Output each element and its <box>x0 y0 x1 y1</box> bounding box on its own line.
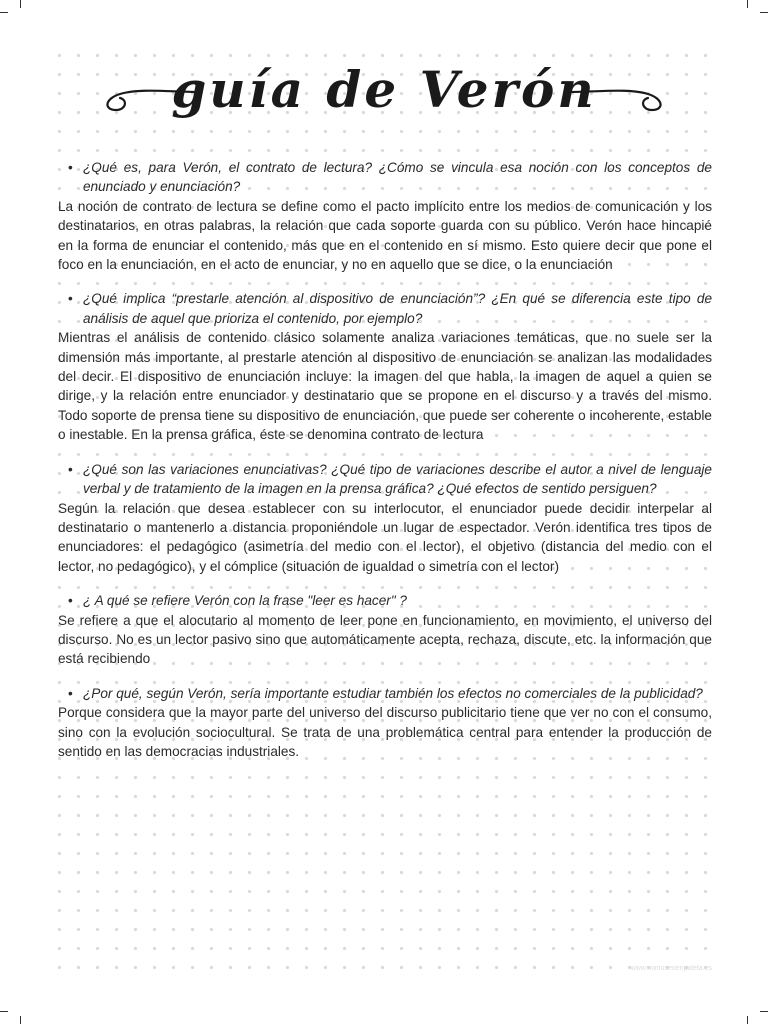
answer: Se refiere a que el alocutario al momento de leer pone en funcionamiento, en movimiento, el universo del discurso. No es un lector pasivo sino que automáticamente acepta, rechaza, discute, etc. la información que está recibiendo <box>58 612 712 667</box>
crop-mark <box>0 1011 8 1012</box>
crop-mark <box>747 0 748 8</box>
question-text: ¿Qué son las variaciones enunciativas? ¿Qué tipo de variaciones describe el autor a nivel de lenguaje verbal y de tratamiento de la imagen en la prensa gráfica? ¿Qué efectos de sentido persiguen? <box>83 461 712 497</box>
qa-item <box>58 460 712 576</box>
question-text: ¿Por qué, según Verón, sería importante estudiar también los efectos no comerciales de la publicidad? <box>83 685 703 701</box>
qa-item <box>58 158 712 274</box>
bullet-icon: • <box>68 685 73 701</box>
bullet-icon: • <box>68 160 73 175</box>
crop-mark <box>20 1016 21 1024</box>
question <box>58 289 712 328</box>
qa-item <box>58 289 712 444</box>
crop-mark <box>0 12 8 13</box>
page-title: guía de Verón <box>171 60 597 119</box>
watermark: www.mimuseoenpaleta.es <box>630 965 712 972</box>
qa-item <box>58 684 712 762</box>
question <box>58 591 712 610</box>
crop-mark <box>760 1011 768 1012</box>
crop-mark <box>760 12 768 13</box>
answer: Porque considera que la mayor parte del universo del discurso publicitario tiene que ver no con el consumo, sino con la evolución sociocultural. Se trata de una problemática central para entender la producción de sentido en las democracias industriales. <box>58 705 712 759</box>
answer: Mientras el análisis de contenido clásico solamente analiza variaciones temáticas, que no suele ser la dimensión más importante, al prestarle atención al dispositivo de enunciación se analizan las modalidades del decir. El dispositivo de enunciación incluye: la imagen del que habla, la imagen de aquel a quien se dirige, y la relación entre enunciador y destinatario que se propone en el discurso y a través del mismo. Todo soporte de prensa tiene su dispositivo de enunciación, que puede ser coherente o incoherente, estable o inestable. En la prensa gráfica, éste se denomina contrato de lectura <box>58 330 712 443</box>
bullet-icon: • <box>68 291 73 307</box>
answer: Según la relación que desea establecer con su interlocutor, el enunciador puede decidir interpelar al destinatario o mantenerlo a distancia proponiéndole un lugar de espectador. Verón identifica tres tipos de enunciadores: el pedagógico (asimetría del medio con el lector), el objetivo (distancia del medio con el lector, no pedagógico), y el cómplice (situación de igualdad o simetría con el lector) <box>58 500 712 574</box>
question <box>58 684 712 703</box>
qa-item <box>58 591 712 669</box>
answer: La noción de contrato de lectura se define como el pacto implícito entre los medios de comunicación y los destinatarios, en otras palabras, la relación que cada soporte guarda con su público. Verón hace hincapié en la forma de enunciar el contenido, más que en el contenido en sí mismo. Esto quiere decir que pone el foco en la enunciación, en el acto de enunciar, y no en aquello que se dice, o la enunciación <box>58 198 712 273</box>
question-text: ¿Qué implica “prestarle atención al dispositivo de enunciación”? ¿En qué se diferencia este tipo de análisis de aquel que prioriza el contenido, por ejemplo? <box>83 291 712 326</box>
crop-mark <box>20 0 21 8</box>
question-text: ¿ A qué se refiere Verón con la frase "leer es hacer" ? <box>83 593 407 609</box>
crop-mark <box>747 1016 748 1024</box>
question <box>58 158 712 197</box>
bullet-icon: • <box>68 593 73 609</box>
bullet-icon: • <box>68 461 73 477</box>
question-text: ¿Qué es, para Verón, el contrato de lectura? ¿Cómo se vincula esa noción con los conceptos de enunciado y enunciación? <box>83 160 712 195</box>
qa-list <box>58 158 712 776</box>
title-banner <box>100 52 668 134</box>
question <box>58 460 712 499</box>
